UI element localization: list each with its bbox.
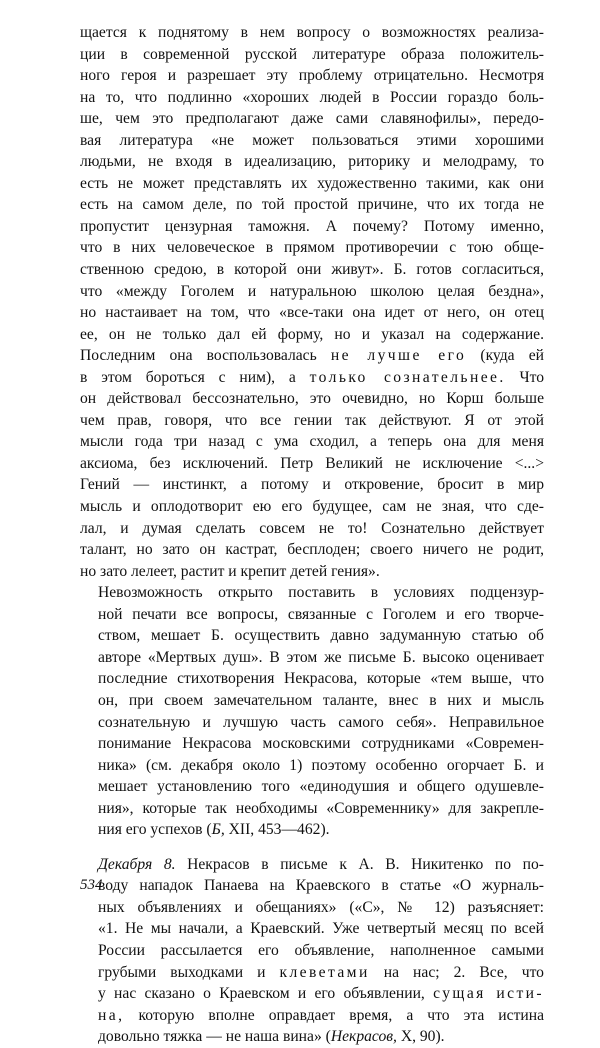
text-line: понимание Некрасова московскими сотрудниками «Современ- [98,735,544,753]
text-segment: грубыми выходками и [98,963,266,981]
text-line: вая литература «не может пользоваться этими хорошими [80,131,544,149]
text-line: что «между Гоголем и натуральною школою целая бездна», [80,282,544,300]
paragraph-2 [80,582,544,841]
text-segment: (куда ей [480,347,544,365]
text-line [80,345,544,367]
text-line: ством, мешает Б. осуществить давно задуманную статью об [98,627,544,645]
text-line [80,1005,544,1027]
spaced-emphasis: только сознательнее. [309,368,506,386]
text-line: на то, что подлинно «хороших людей в России гораздо боль- [80,88,544,106]
text-segment: довольно тяжка — не наша вина» ( [98,1028,331,1046]
spaced-emphasis: сущая исти- [433,985,545,1003]
text-line: людьми, не входя в идеализацию, риторику и мелодраму, то [80,153,544,171]
text-segment: Некрасов в письме к А. В. Никитенко по по- [175,855,544,873]
text-line: Гений — инстинкт, а потому и откровение, бросит в мир [80,476,544,494]
text-line: воду нападок Панаева на Краевского в статье «О журналь- [98,877,544,895]
spaced-emphasis: клеветами [279,963,370,981]
text-line: аксиома, без исключений. Петр Великий не исключение <...> [80,454,544,472]
text-line: ее, он не только дал ей форму, но и указал на содержание. [80,325,544,343]
text-line: России рассылается его объявление, наполненное самыми [98,941,544,959]
text-line: сознательную и лучшую часть самого себя». Неправильное [98,713,544,731]
text-line: последние стихотворения Некрасова, которые «тем выше, что [98,670,544,688]
text-line: ных объявлениях и обещаниях» («С», № 12) разъясняет: [98,898,544,916]
text-line: авторе «Мертвых душ». В этом же письме Б. высоко оценивает [98,648,544,666]
text-line: пропустит цензурная таможня. А почему? Потому именно, [80,217,544,235]
text-line: мешает установлению того «единодушия и общего одушевле- [98,778,544,796]
text-line: ственною средою, в которой они живут». Б. готов согласиться, [80,261,544,279]
text-line [80,854,544,876]
text-segment: Последним она воспользовалась [80,347,317,365]
text-segment: у нас сказано о Краевском и его объявлении, [98,985,425,1003]
text-line: он действовал бессознательно, это очевидно, но Корш больше [80,390,544,408]
text-line: но настаивает на том, что «все-таки она идет от него, он отец [80,304,544,322]
document-page [80,22,544,1048]
paragraph-3 [80,854,544,1048]
text-line: талант, но зато он кастрат, бесплоден; своего ничего не родит, [80,541,544,559]
text-line [80,367,544,389]
text-line [80,983,544,1005]
text-segment: в этом бороться с ним), а [80,368,296,386]
text-line: есть на самом деле, по той простой причине, что их тогда не [80,196,544,214]
text-line: щается к поднятому в нем вопросу о возможностях реализа- [80,24,544,41]
text-line: он, при своем замечательном таланте, внес в них и мысль [98,691,544,709]
paragraph-1 [80,22,544,582]
text-line: Невозможность открыто поставить в условиях подцензур- [98,584,544,602]
page-number: 534 [80,877,103,893]
text-line: ше, чем это предполагают даже сами славянофилы», передо- [80,110,544,128]
text-line [80,1026,544,1048]
text-line: «1. Не мы начали, а Краевский. Уже четвертый месяц по всей [98,920,544,938]
text-line: но зато лелеет, растит и крепит детей гения». [80,562,380,580]
text-line: что в них человеческое в прямом противоречии с тою обще- [80,239,544,257]
text-line: есть не может представлять их художественно такими, как они [80,174,544,192]
text-line: ния», которые так необходимы «Современнику» для закрепле- [98,799,544,817]
text-line: ной печати все вопросы, связанные с Гоголем и его творче- [98,605,544,623]
text-segment: Что [519,368,545,386]
text-line: мысль и оплодотворит ею его будущее, сам не зная, что сде- [80,498,544,516]
text-line [80,819,544,841]
text-line: ника» (см. декабря около 1) поэтому особенно огорчает Б. и [98,756,544,774]
text-segment: ния его успехов ( [98,821,212,839]
text-line: ции в современной русской литературе образа положитель- [80,45,544,63]
text-line: чем прав, говоря, что все гении так действуют. Я от этой [80,411,544,429]
text-line: мысли года три назад с ума сходил, а теперь она для меня [80,433,544,451]
text-segment: на нас; 2. Все, что [383,963,544,981]
spaced-emphasis: на, [98,1006,125,1024]
text-segment: X, 90). [396,1028,445,1046]
text-segment: XII, 453—462). [224,821,330,839]
entry-date: Декабря 8. [98,855,176,873]
citation-author: Некрасов, [330,1028,397,1046]
citation-author: Б, [211,821,225,839]
text-segment: которую вполне оправдает время, а что эта истина [138,1006,544,1024]
text-line: лал, и думая сделать совсем не то! Сознательно действует [80,519,544,537]
spaced-emphasis: не лучше его [330,347,467,365]
text-line [80,962,544,984]
text-line: ного героя и разрешает эту проблему отрицательно. Несмотря [80,67,544,85]
